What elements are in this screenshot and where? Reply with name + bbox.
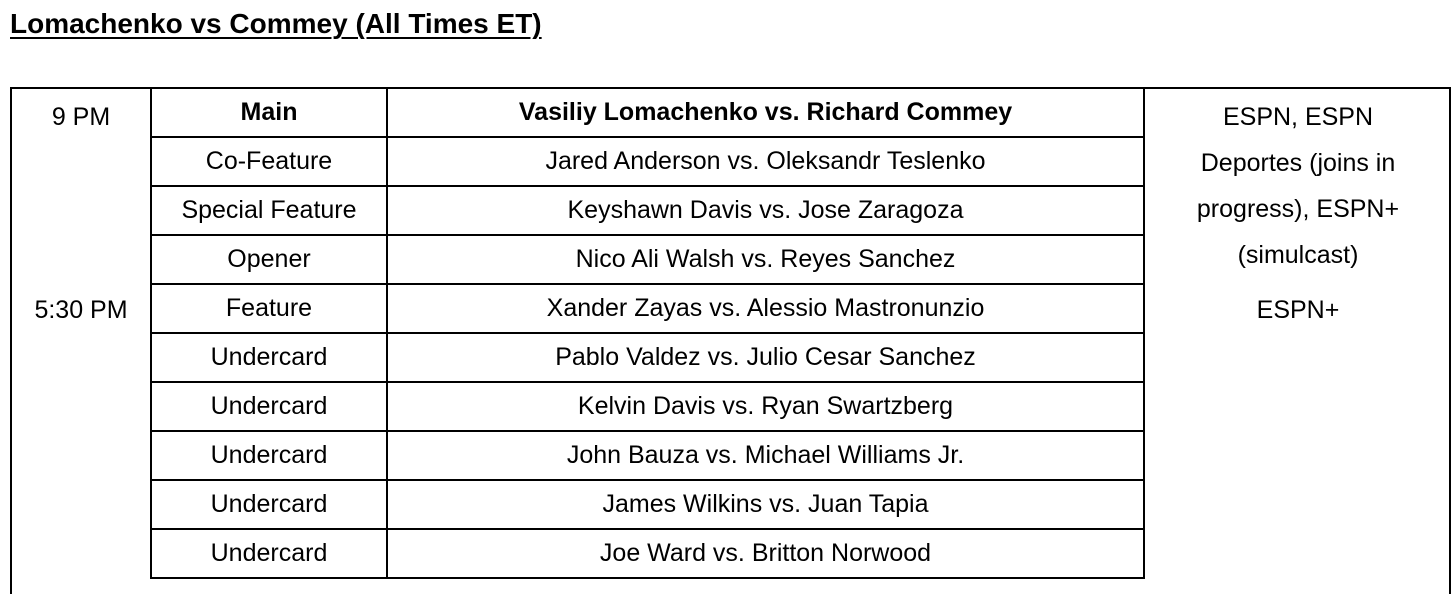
bout-type: Undercard <box>152 334 388 381</box>
bout-type: Undercard <box>152 383 388 430</box>
table-row <box>152 138 1143 187</box>
main-card-time: 9 PM <box>51 103 111 131</box>
table-row <box>152 481 1143 530</box>
bout-matchup: Kelvin Davis vs. Ryan Swartzberg <box>577 392 954 420</box>
bout-type: Undercard <box>152 432 388 479</box>
network-line: ESPN, ESPN <box>1222 103 1374 131</box>
table-row <box>152 530 1143 579</box>
fight-card-table <box>10 87 1451 594</box>
bout-matchup: Jared Anderson vs. Oleksandr Teslenko <box>545 147 986 175</box>
bout-matchup: James Wilkins vs. Juan Tapia <box>602 490 929 518</box>
network-line: (simulcast) <box>1237 241 1359 269</box>
bout-type: Special Feature <box>152 187 388 234</box>
table-row <box>152 89 1143 138</box>
network-line: Deportes (joins in <box>1200 149 1396 177</box>
page-title: Lomachenko vs Commey (All Times ET) <box>10 8 542 39</box>
bout-matchup: John Bauza vs. Michael Williams Jr. <box>566 441 965 469</box>
bout-matchup: Nico Ali Walsh vs. Reyes Sanchez <box>575 245 956 273</box>
bout-type: Main <box>152 89 388 136</box>
bout-matchup: Pablo Valdez vs. Julio Cesar Sanchez <box>555 343 976 371</box>
table-row <box>152 432 1143 481</box>
main-card-networks <box>1147 94 1449 278</box>
table-row <box>152 334 1143 383</box>
bout-matchup: Keyshawn Davis vs. Jose Zaragoza <box>567 196 964 224</box>
network-line: progress), ESPN+ <box>1196 195 1400 223</box>
table-row <box>152 383 1143 432</box>
table-row <box>152 187 1143 236</box>
bout-type: Feature <box>152 285 388 332</box>
bout-matchup: Vasiliy Lomachenko vs. Richard Commey <box>518 98 1013 126</box>
table-row <box>152 236 1143 285</box>
bouts-grid <box>150 89 1145 579</box>
bout-type: Opener <box>152 236 388 283</box>
bout-matchup: Xander Zayas vs. Alessio Mastronunzio <box>546 294 985 322</box>
prelim-card-network: ESPN+ <box>1256 296 1340 324</box>
table-row <box>152 285 1143 334</box>
bout-matchup: Joe Ward vs. Britton Norwood <box>599 539 932 567</box>
bout-type: Co-Feature <box>152 138 388 185</box>
bout-type: Undercard <box>152 530 388 577</box>
prelim-card-time: 5:30 PM <box>34 296 128 324</box>
bout-type: Undercard <box>152 481 388 528</box>
